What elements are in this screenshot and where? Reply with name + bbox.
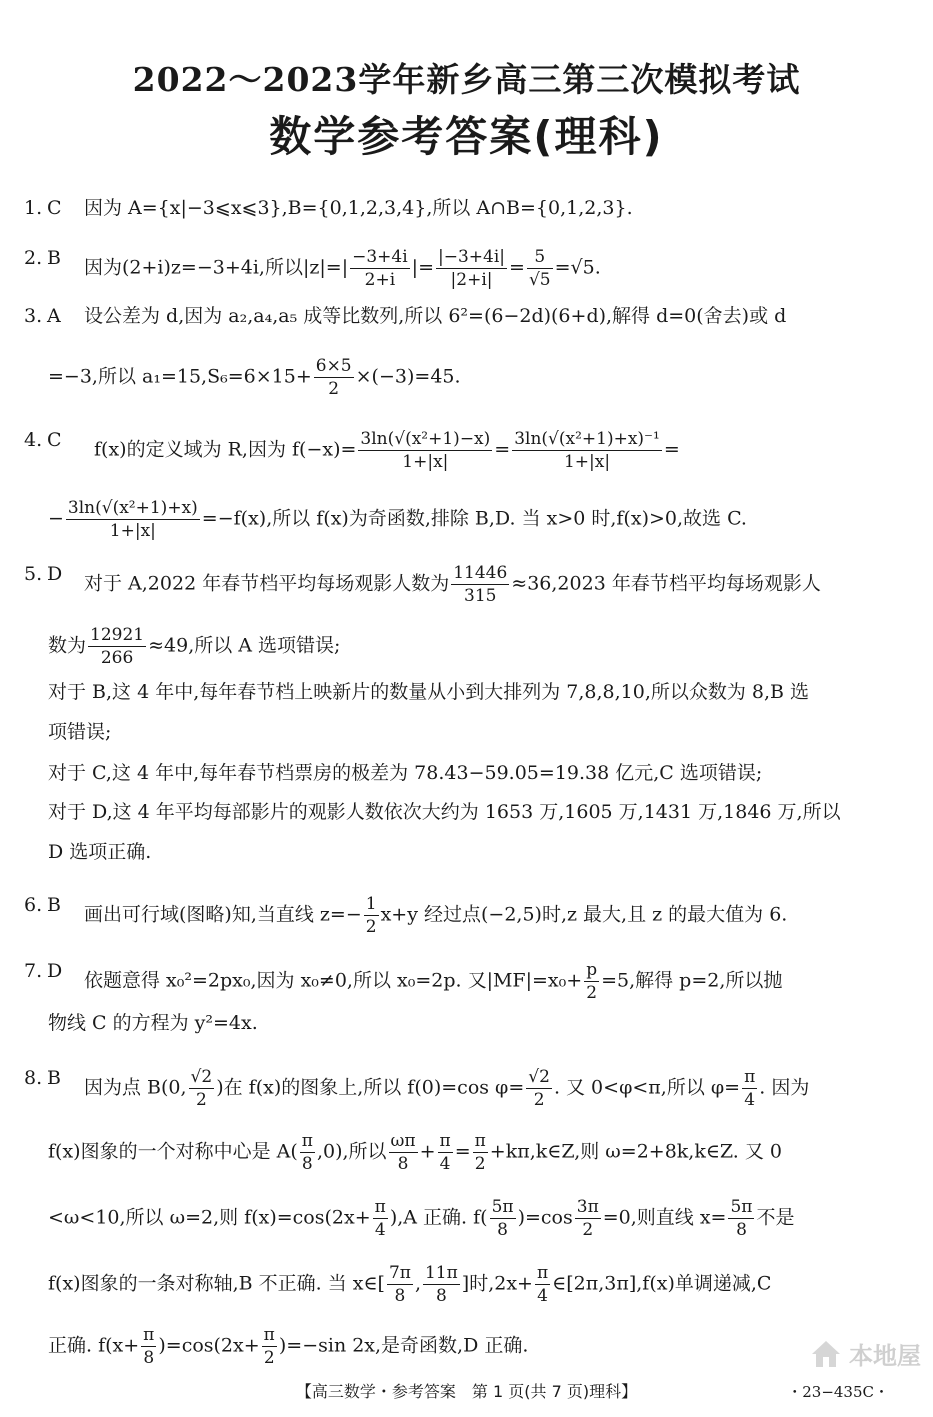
page-footer: 【高三数学・参考答案 第 1 页(共 7 页)理科】 — [295, 1382, 638, 1401]
fraction: $\frac{\omega\pi}{8}$ — [390, 1131, 416, 1174]
solution-text: 正确. f(x+ $\frac{\pi}{8}$ )=cos(2x+ $\frac{\pi}{2}$ )=−sin 2x,是奇函数,D 正确. — [48, 1325, 529, 1368]
answer-choice: B — [47, 247, 61, 269]
fraction: $\frac{|-3+4i|}{|2+i|}$ — [438, 247, 506, 290]
exam-code: ・23−435C・ — [787, 1383, 889, 1401]
fraction: $\frac{6\times 5}{2}$ — [315, 356, 352, 399]
answer-choice: D — [47, 960, 63, 982]
answer-key-title: 数学参考答案(理科) — [269, 112, 664, 161]
solution-text: 设公差为 d,因为 a₂,a₄,a₅ 成等比数列,所以 6²=(6−2d)(6+d),解得 d=0(舍去)或 d — [84, 305, 787, 327]
answer-choice: D — [47, 563, 63, 585]
fraction: $\frac{7\pi}{8}$ — [388, 1263, 411, 1306]
watermark-text: 本地屋 — [849, 1342, 921, 1370]
solution-text: 对于 B,这 4 年中,每年春节档上映新片的数量从小到大排列为 7,8,8,10,所以众数为 8,B 选 — [48, 681, 810, 703]
watermark — [809, 1336, 921, 1371]
question-number: 4. — [24, 429, 43, 451]
solution-text: f(x)图象的一个对称中心是 A( $\frac{\pi}{8}$ ,0),所以 $\frac{\omega\pi}{8}$ + $\frac{\pi}{4}$ = $\frac{\pi}{2}$ +kπ,k∈Z,则 ω=2+8k,k∈Z. 又 0 — [48, 1131, 782, 1174]
answer-choice: C — [47, 429, 62, 451]
fraction: $\frac{1}{2}$ — [365, 894, 377, 937]
solution-text: 对于 C,这 4 年中,每年春节档票房的极差为 78.43−59.05=19.38 亿元,C 选项错误; — [48, 762, 763, 784]
fraction: $\frac{12921}{266}$ — [90, 625, 145, 668]
fraction: $\frac{\pi}{2}$ — [263, 1325, 275, 1368]
fraction: $\frac{\pi}{4}$ — [374, 1197, 386, 1240]
fraction: $\frac{\pi}{8}$ — [143, 1325, 155, 1368]
house-icon — [809, 1337, 843, 1371]
fraction: $\frac{-3+4i}{2+i}$ — [352, 247, 408, 290]
answer-choice: C — [47, 197, 62, 219]
fraction: $\frac{5\pi}{8}$ — [491, 1197, 514, 1240]
fraction: $\frac{\pi}{4}$ — [536, 1263, 549, 1306]
question-number: 2. — [24, 247, 43, 269]
solution-text: 项错误; — [48, 721, 112, 743]
solution-text: − $\frac{\text{3ln(√(x²+1)+x)}}{1+|x|}$ =−f(x),所以 f(x)为奇函数,排除 B,D. 当 x>0 时,f(x)>0,故选 C. — [48, 498, 747, 541]
question-number: 5. — [24, 563, 43, 585]
fraction: $\frac{\text{3ln(√(x²+1)−x)}}{1+|x|}$ — [360, 429, 491, 472]
solution-text: 依题意得 x₀²=2px₀,因为 x₀≠0,所以 x₀=2p. 又|MF|=x₀+ $\frac{p}{2}$ =5,解得 p=2,所以抛 — [84, 960, 783, 1003]
fraction: $\frac{\pi}{2}$ — [474, 1131, 486, 1174]
question-number: 8. — [24, 1067, 43, 1089]
fraction: $\frac{11446}{315}$ — [453, 563, 508, 606]
fraction: $\frac{\pi}{4}$ — [744, 1067, 756, 1110]
question-number: 7. — [24, 960, 43, 982]
solution-text: D 选项正确. — [48, 841, 152, 863]
fraction: $\frac{\pi}{8}$ — [301, 1131, 313, 1174]
question-number: 3. — [24, 305, 43, 327]
solution-text: 对于 A,2022 年春节档平均每场观影人数为 $\frac{11446}{315}$ ≈36,2023 年春节档平均每场观影人 — [84, 563, 821, 606]
fraction: $\frac{5\pi}{8}$ — [730, 1197, 753, 1240]
fraction: $\frac{√2}{2}$ — [528, 1067, 550, 1110]
answer-choice: A — [47, 305, 61, 327]
solution-text: 画出可行域(图略)知,当直线 z=− $\frac{1}{2}$ x+y 经过点(−2,5)时,z 最大,且 z 的最大值为 6. — [84, 894, 788, 937]
fraction: $\frac{\pi}{4}$ — [439, 1131, 451, 1174]
solution-text: f(x)的定义域为 R,因为 f(−x)= $\frac{\text{3ln(√(x²+1)−x)}}{1+|x|}$ = $\frac{\text{3ln(√(x²+1)+x)⁻¹}}{1+|x|}$ = — [94, 429, 680, 472]
fraction: $\frac{11\pi}{8}$ — [424, 1263, 458, 1306]
fraction: $\frac{3\pi}{2}$ — [576, 1197, 599, 1240]
solution-text: 因为 A={x|−3⩽x⩽3},B={0,1,2,3,4},所以 A∩B={0,1,2,3}. — [84, 197, 633, 219]
solution-text: 数为 $\frac{12921}{266}$ ≈49,所以 A 选项错误; — [48, 625, 341, 668]
solution-text: 物线 C 的方程为 y²=4x. — [48, 1012, 258, 1034]
solution-text: 因为(2+i)z=−3+4i,所以|z|=| $\frac{-3+4i}{2+i}$ |= $\frac{|-3+4i|}{|2+i|}$ = $\frac{5}{√5}$ =√5. — [84, 247, 601, 290]
answer-choice: B — [47, 894, 61, 916]
solution-text: <ω<10,所以 ω=2,则 f(x)=cos(2x+ $\frac{\pi}{4}$ ),A 正确. f( $\frac{5\pi}{8}$ )=cos $\frac{3\pi}{2}$ =0,则直线 x= $\frac{5\pi}{8}$ 不是 — [48, 1197, 795, 1240]
solution-text: 对于 D,这 4 年平均每部影片的观影人数依次大约为 1653 万,1605 万,1431 万,1846 万,所以 — [48, 801, 841, 823]
fraction: $\frac{p}{2}$ — [586, 960, 598, 1003]
solution-text: =−3,所以 a₁=15,S₆=6×15+ $\frac{6\times 5}{2}$ ×(−3)=45. — [48, 356, 461, 399]
exam-title: 2022～2023学年新乡高三第三次模拟考试 — [132, 60, 801, 99]
fraction: $\frac{5}{√5}$ — [528, 247, 551, 290]
fraction: $\frac{√2}{2}$ — [190, 1067, 213, 1110]
solution-text: f(x)图象的一条对称轴,B 不正确. 当 x∈[ $\frac{7\pi}{8}$ , $\frac{11\pi}{8}$ ]时,2x+ $\frac{\pi}{4}$ ∈[2π,3π],f(x)单调递减,C — [48, 1263, 772, 1306]
question-number: 1. — [24, 197, 43, 219]
answer-choice: B — [47, 1067, 61, 1089]
question-number: 6. — [24, 894, 43, 916]
fraction: $\frac{\text{3ln(√(x²+1)+x)⁻¹}}{1+|x|}$ — [514, 429, 660, 472]
fraction: $\frac{\text{3ln(√(x²+1)+x)}}{1+|x|}$ — [67, 498, 198, 541]
solution-text: 因为点 B(0, $\frac{√2}{2}$ )在 f(x)的图象上,所以 f(0)=cos φ= $\frac{√2}{2}$ . 又 0<φ<π,所以 φ= $\frac{\pi}{4}$ . 因为 — [84, 1067, 810, 1110]
